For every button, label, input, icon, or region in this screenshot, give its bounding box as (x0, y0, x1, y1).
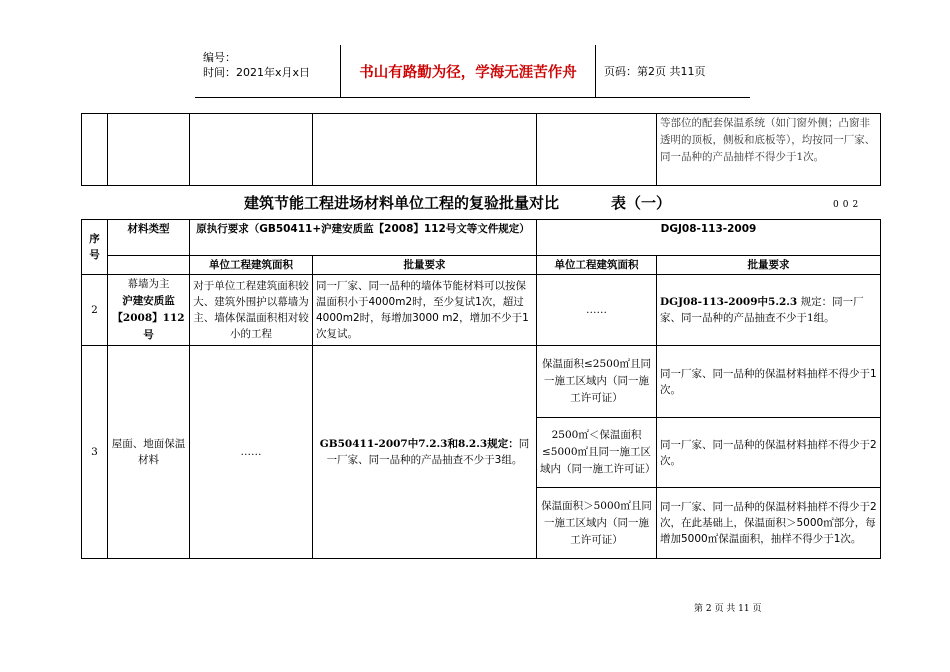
row3-seq: 3 (82, 346, 108, 559)
row3-sub2-area: 2500㎡＜保温面积≤5000㎡且同一施工区域内（同一施工许可证） (537, 418, 657, 488)
table-row (82, 275, 881, 346)
row3-old-batch-ref: GB50411-2007中7.2.3和8.2.3规定： (319, 438, 519, 450)
row2-new-area: …… (537, 275, 657, 346)
continuation-table (81, 113, 881, 186)
header-new-standard: DGJ08-113-2009 (537, 220, 881, 256)
page-header (195, 45, 750, 98)
row3-sub1-area: 保温面积≤2500㎡且同一施工区域内（同一施工许可证） (537, 346, 657, 418)
subheader-new-area: 单位工程建筑面积 (537, 256, 657, 275)
doc-time-label: 时间：2021年x月x日 (203, 66, 311, 79)
continuation-cell-old-area (190, 114, 313, 186)
header-page-label: 页码：第2页 共11页 (604, 65, 706, 78)
subheader-empty (108, 256, 190, 275)
row2-new-batch (657, 275, 881, 346)
header-motto: 书山有路勤为径，学海无涯苦作舟 (341, 45, 596, 97)
row2-new-batch-text: 规定：同一厂家、同一品种的产品抽查不少于1组。 (660, 296, 864, 324)
row2-type-line1: 幕墙为主 (127, 278, 170, 290)
table-subheader-row (82, 256, 881, 275)
continuation-cell-new-area (537, 114, 657, 186)
subheader-new-batch: 批量要求 (657, 256, 881, 275)
row3-sub1-batch: 同一厂家、同一品种的保温材料抽样不得少于1次。 (657, 346, 881, 418)
row2-type-line4: 号 (143, 329, 154, 341)
table-header-row (82, 220, 881, 256)
doc-number-label: 编号： (203, 51, 236, 64)
row3-sub3-area: 保温面积＞5000㎡且同一施工区域内（同一施工许可证） (537, 488, 657, 559)
comparison-table (81, 219, 881, 559)
row3-sub2-batch: 同一厂家、同一品种的保温材料抽样不得少于2次。 (657, 418, 881, 488)
row3-type: 屋面、地面保温材料 (108, 346, 190, 559)
title-main: 建筑节能工程进场材料单位工程的复验批量对比 (244, 194, 560, 212)
row3-old-area: …… (190, 346, 313, 559)
header-meta (195, 45, 341, 97)
header-seq: 序号 (82, 220, 108, 275)
row2-type-line2: 沪建安质监 (122, 295, 175, 307)
header-material-type: 材料类型 (108, 220, 190, 256)
continuation-text: 等部位的配套保温系统（如门窗外侧；凸窗非透明的顶板，侧板和底板等），均按同一厂家、同一品种的产品抽样不得少于1次。 (657, 114, 881, 186)
row2-old-batch: 同一厂家、同一品种的墙体节能材料可以按保温面积小于4000m2时，至少复试1次，超过4000m2时，每增加3000 m2，增加不少于1次复试。 (313, 275, 537, 346)
title-suffix: 表（一） (611, 194, 672, 212)
table-row (82, 346, 881, 418)
row2-old-area: 对于单位工程建筑面积较大、建筑外围护以幕墙为主、墙体保温面积相对较小的工程 (190, 275, 313, 346)
row2-type-line3: 【2008】112 (112, 312, 185, 324)
title-code: 002 (833, 200, 863, 210)
subheader-old-area: 单位工程建筑面积 (190, 256, 313, 275)
continuation-cell-seq (82, 114, 108, 186)
row3-old-batch-text: 同一厂家、同一品种的产品抽查不少于3组。 (326, 438, 530, 466)
row2-type (108, 275, 190, 346)
page-title (244, 192, 671, 213)
row3-sub3-batch: 同一厂家、同一品种的保温材料抽样不得少于2次，在此基础上，保温面积＞5000㎡部分，每增加5000㎡保温面积，抽样不得少于1次。 (657, 488, 881, 559)
page-footer: 第 2 页 共 11 页 (694, 604, 762, 614)
continuation-cell-old-batch (313, 114, 537, 186)
row2-new-batch-ref: DGJ08-113-2009中5.2.3 (660, 296, 798, 308)
subheader-old-batch: 批量要求 (313, 256, 537, 275)
header-old-requirement: 原执行要求（GB50411+沪建安质监【2008】112号文等文件规定） (190, 220, 537, 256)
continuation-cell-type (108, 114, 190, 186)
row2-seq: 2 (82, 275, 108, 346)
row3-old-batch (313, 346, 537, 559)
